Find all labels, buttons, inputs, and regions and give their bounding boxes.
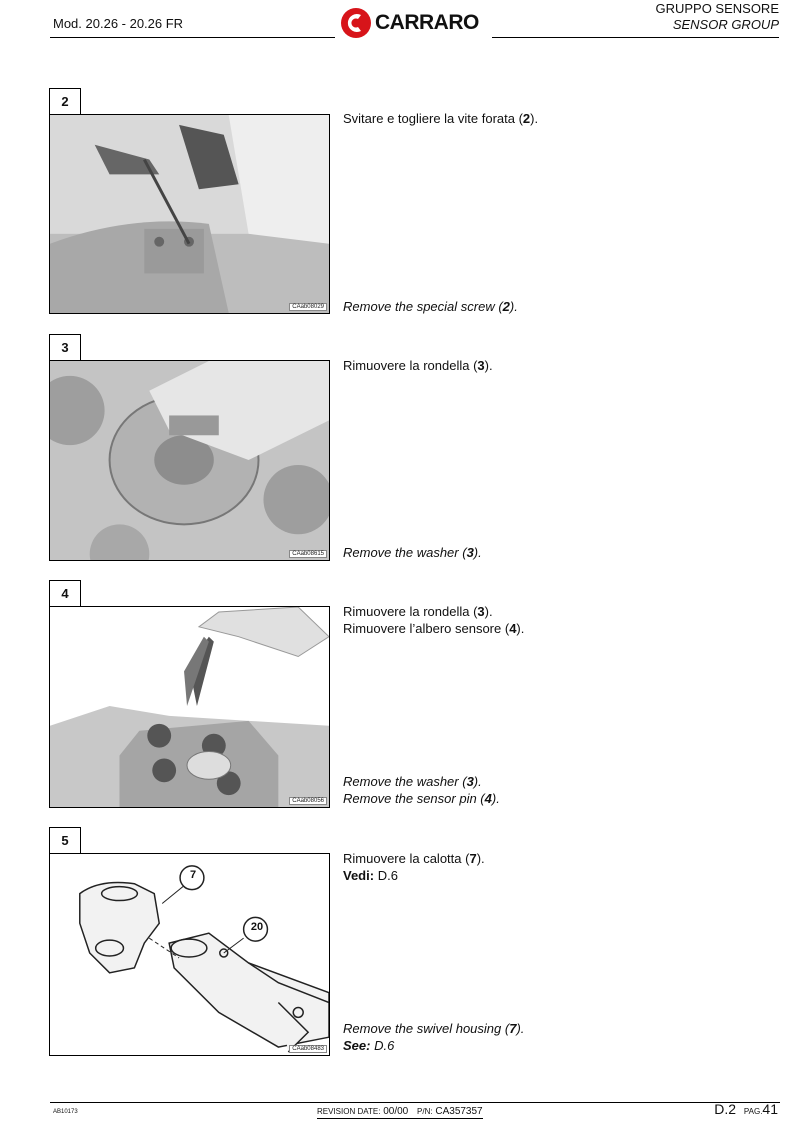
step-photo <box>49 360 330 561</box>
step-photo <box>49 114 330 314</box>
callout-label: 7 <box>189 869 197 881</box>
instruction-en: Remove the washer (3). Remove the sensor pin (4). <box>343 774 500 806</box>
photo-code: CAab08029 <box>289 303 327 311</box>
footer-rule <box>50 1102 780 1103</box>
photo-sensor-pin-removal <box>50 607 329 807</box>
instruction-it: Rimuovere la calotta (7). Vedi: D.6 <box>343 851 485 883</box>
model-label: Mod. 20.26 - 20.26 FR <box>53 16 184 31</box>
header-rule-left <box>50 37 335 38</box>
step-number: 2 <box>49 88 81 114</box>
step-number: 5 <box>49 827 81 853</box>
instruction-en: Remove the washer (3). <box>343 545 482 560</box>
diagram-swivel-housing <box>50 854 329 1055</box>
revision-info: REVISION DATE: 00/00 P/N: CA357357 <box>317 1106 483 1117</box>
doc-code: AB10173 <box>53 1109 78 1115</box>
step-number: 3 <box>49 334 81 360</box>
step-number: 4 <box>49 580 81 606</box>
instruction-en: Remove the special screw (2). <box>343 299 518 314</box>
section-title-it: GRUPPO SENSORE <box>655 1 779 16</box>
carraro-logo-icon <box>340 7 372 39</box>
photo-code: CAab08615 <box>289 550 327 558</box>
brand-name: CARRARO <box>375 11 479 34</box>
header-rule-right <box>492 37 779 38</box>
instruction-it: Rimuovere la rondella (3). <box>343 358 493 373</box>
step-diagram <box>49 853 330 1056</box>
page-number: D.2 PAG.41 <box>714 1101 778 1117</box>
photo-screw-removal <box>50 115 329 313</box>
section-title <box>655 1 779 33</box>
callout-label: 20 <box>250 921 264 933</box>
photo-code: CAab08483 <box>289 1045 327 1053</box>
section-title-en: SENSOR GROUP <box>672 17 779 32</box>
photo-washer-removal <box>50 361 329 560</box>
step-photo <box>49 606 330 808</box>
instruction-it: Rimuovere la rondella (3). Rimuovere l’albero sensore (4). <box>343 604 525 636</box>
brand-logo <box>340 6 490 40</box>
instruction-it: Svitare e togliere la vite forata (2). <box>343 111 539 126</box>
photo-code: CAab08056 <box>289 797 327 805</box>
instruction-en: Remove the swivel housing (7). See: D.6 <box>343 1021 525 1053</box>
